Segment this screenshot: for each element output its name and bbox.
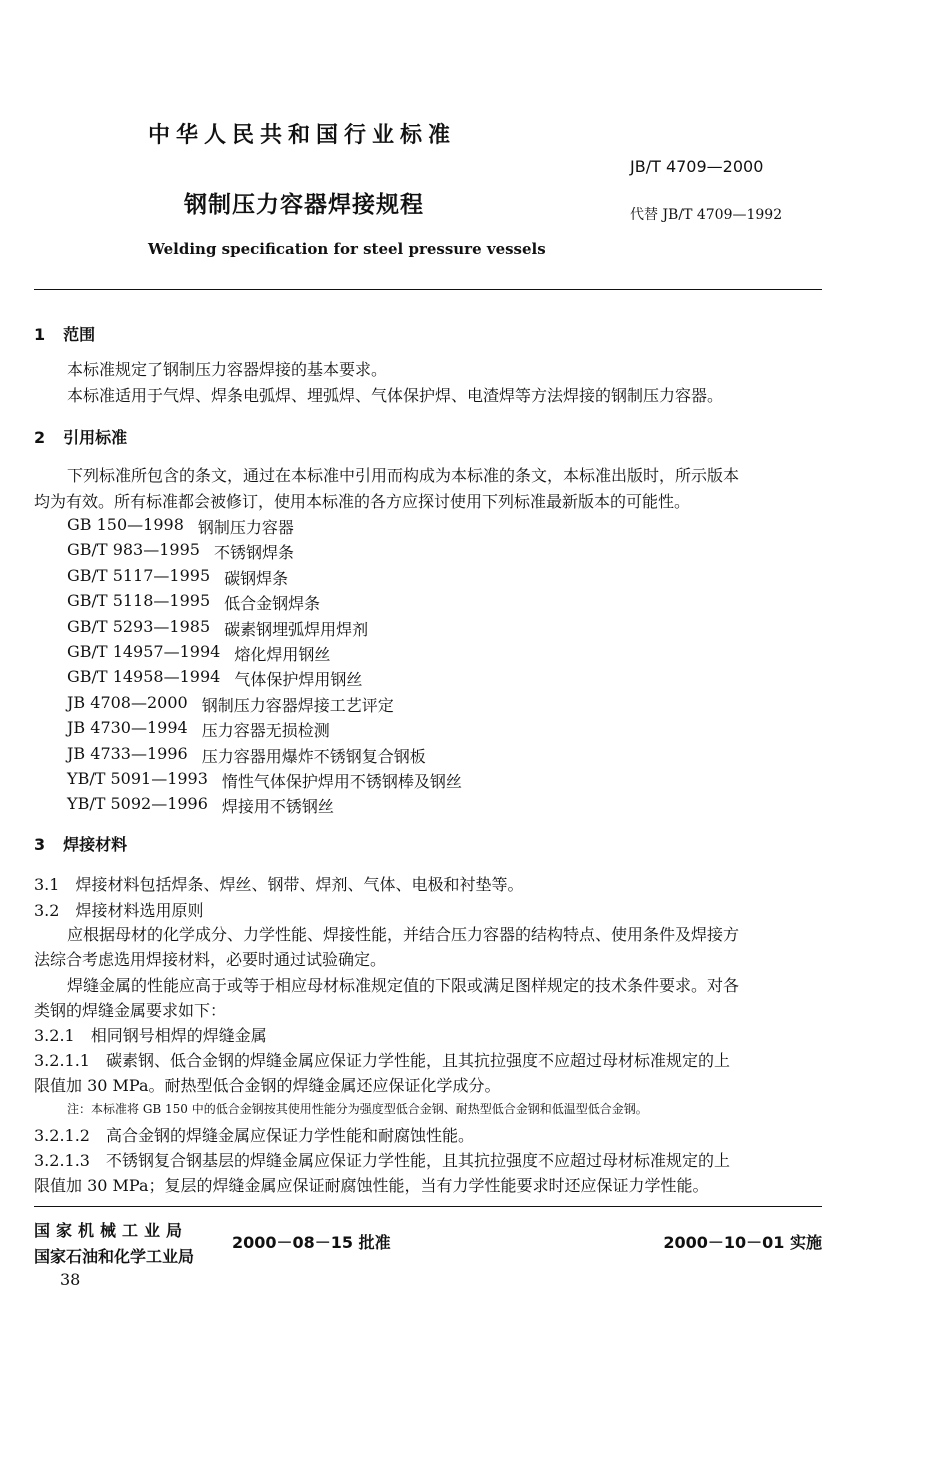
reference-title: 压力容器无损检测 [201,721,330,741]
note: 注：本标准将 GB 150 中的低合金钢按其使用性能分为强度型低合金钢、耐热型低合金钢和低温型低合金钢。 [67,1102,648,1116]
page-number: 38 [60,1270,81,1289]
reference-code: GB/T 5293—1985 [67,616,211,636]
replaces-standard: 代替 JB/T 4709—1992 [630,207,783,223]
standard-number: JB/T 4709—2000 [630,157,764,176]
reference-code: GB/T 14957—1994 [67,642,221,661]
paragraph: 均为有效。所有标准都会被修订，使用本标准的各方应探讨使用下列标准最新版本的可能性。 [34,492,691,511]
clause-3-2-1-2: 3.2.1.2 高合金钢的焊缝金属应保证力学性能和耐腐蚀性能。 [34,1126,474,1145]
header-divider [34,289,822,290]
reference-title: 碳钢焊条 [224,568,289,588]
reference-title: 气体保护焊用钢丝 [234,670,363,690]
clause-3-1: 3.1 焊接材料包括焊条、焊丝、钢带、焊剂、气体、电极和衬垫等。 [34,875,524,894]
reference-code: GB/T 14958—1994 [67,667,221,687]
paragraph: 本标准规定了钢制压力容器焊接的基本要求。 [67,360,388,379]
reference-title: 低合金钢焊条 [224,594,321,614]
reference-title: 惰性气体保护焊用不锈钢棒及钢丝 [221,772,462,791]
english-title: Welding specification for steel pressure vessels [148,240,546,258]
reference-title: 焊接用不锈钢丝 [221,797,334,817]
issuer-1: 国家机械工业局 [34,1221,189,1240]
section-3-heading [34,832,127,855]
paragraph: 类钢的焊缝金属要求如下： [34,1001,227,1020]
section-title: 焊接材料 [63,835,128,854]
paragraph: 法综合考虑选用焊接材料，必要时通过试验确定。 [34,950,387,969]
reference-code: JB 4708—2000 [67,692,188,712]
reference-code: JB 4730—1994 [67,718,188,738]
reference-title: 不锈钢焊条 [213,543,294,563]
reference-code: GB 150—1998 [67,515,184,534]
section-title: 范围 [63,325,96,344]
org-title: 中华人民共和国行业标准 [148,123,457,148]
clause-3-2-1-3-cont: 限值加 30 MPa；复层的焊缝金属应保证耐腐蚀性能，当有力学性能要求时还应保证力学性能。 [34,1176,709,1195]
section-1-heading [34,322,95,345]
reference-code: GB/T 5118—1995 [67,591,211,611]
section-number: 1 [34,325,46,344]
clause-3-2: 3.2 焊接材料选用原则 [34,901,204,920]
reference-code: GB/T 5117—1995 [67,565,211,585]
reference-title: 碳素钢埋弧焊用焊剂 [224,619,369,639]
reference-code: JB 4733—1996 [67,743,188,763]
reference-code: GB/T 983—1995 [67,540,200,560]
footer-divider [34,1206,822,1207]
paragraph: 本标准适用于气焊、焊条电弧焊、埋弧焊、气体保护焊、电渣焊等方法焊接的钢制压力容器。 [67,386,724,405]
paragraph: 应根据母材的化学成分、力学性能、焊接性能，并结合压力容器的结构特点、使用条件及焊接方 [67,925,740,944]
issuer-2: 国家石油和化学工业局 [34,1247,195,1266]
effective-date: 2000－10－01 实施 [663,1233,822,1252]
reference-code: YB/T 5092—1996 [67,794,208,814]
reference-code: YB/T 5091—1993 [67,769,208,788]
reference-title: 压力容器用爆炸不锈钢复合钢板 [201,746,426,766]
paragraph: 下列标准所包含的条文，通过在本标准中引用而构成为本标准的条文，本标准出版时，所示版本 [67,466,740,485]
clause-3-2-1-1: 3.2.1.1 碳素钢、低合金钢的焊缝金属应保证力学性能，且其抗拉强度不应超过母材标准规定的上 [34,1051,730,1070]
reference-title: 钢制压力容器焊接工艺评定 [201,695,394,715]
document-title: 钢制压力容器焊接规程 [184,192,424,218]
approval-date: 2000－08－15 批准 [232,1233,391,1252]
reference-title: 钢制压力容器 [197,518,294,537]
section-2-heading [34,425,127,448]
section-number: 3 [34,835,46,854]
clause-3-2-1-3: 3.2.1.3 不锈钢复合钢基层的焊缝金属应保证力学性能，且其抗拉强度不应超过母材标准规定的上 [34,1151,730,1170]
section-title: 引用标准 [63,428,128,447]
section-number: 2 [34,428,46,447]
clause-3-2-1: 3.2.1 相同钢号相焊的焊缝金属 [34,1026,267,1045]
clause-3-2-1-1-cont: 限值加 30 MPa。耐热型低合金钢的焊缝金属还应保证化学成分。 [34,1076,501,1095]
paragraph: 焊缝金属的性能应高于或等于相应母材标准规定值的下限或满足图样规定的技术条件要求。对各 [67,976,740,995]
reference-title: 熔化焊用钢丝 [234,645,331,664]
